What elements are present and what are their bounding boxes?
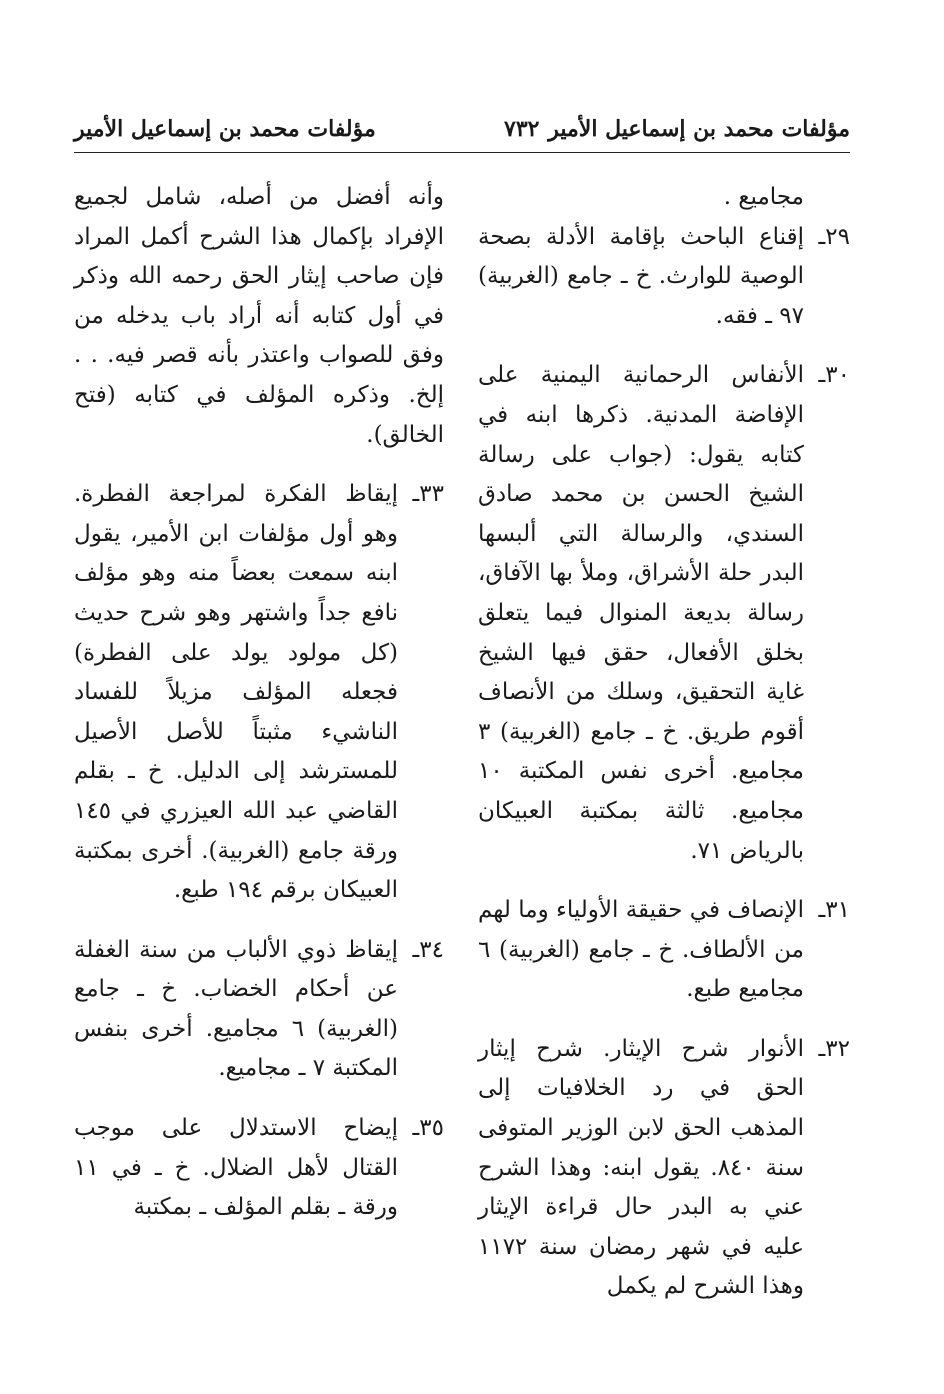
entry-number: ٣٣ـ	[412, 481, 444, 508]
header-title-right: مؤلفات محمد بن إسماعيل الأمير	[548, 116, 850, 142]
entry-text: إيقاظ الفكرة لمراجعة الفطرة. وهو أول مؤلفات ابن الأمير، يقول ابنه سمعت بعضاً منه وهو مؤلف نافع جداً واشتهر وهو شرح حديث (كل مولود يولد على الفطرة) فجعله المؤلف مزيلاً للفساد الناشيء مثبتاً للأصل الأصيل للمسترشد إلى الدليل. خ ـ بقلم القاضي عبد الله العيزري في ١٤٥ ورقة جامع (الغربية). أخرى بمكتبة العبيكان برقم ١٩٤ طبع.	[74, 481, 398, 904]
entry-number: ٣١ـ	[818, 897, 850, 924]
entry-text: إيقاظ ذوي الألباب من سنة الغفلة عن أحكام الخضاب. خ ـ جامع (الغربية) ٦ مجاميع. أخرى بنفس المكتبة ٧ ـ مجاميع.	[74, 936, 398, 1082]
entry-number: ٣٥ـ	[412, 1115, 444, 1142]
entry-number: ٣٤ـ	[412, 936, 444, 963]
entry-31	[478, 891, 850, 1010]
entry-29	[478, 218, 850, 337]
continuation-text: وأنه أفضل من أصله، شامل لجميع الإفراد بإكمال هذا الشرح أكمل المراد فإن صاحب إيثار الحق رحمه الله وذكر في أول كتابه أنه أراد باب يدخله من وفق للصواب واعتذر بأنه قصر فيه. . . إلخ. وذكره المؤلف في كتابه (فتح الخالق).	[74, 184, 444, 448]
header-title-left: مؤلفات محمد بن إسماعيل الأمير	[74, 116, 376, 142]
entry-32	[478, 1030, 850, 1307]
entry-number: ٢٩ـ	[818, 223, 850, 250]
header-rule	[74, 152, 850, 153]
entry-number: ٣٠ـ	[818, 362, 850, 389]
right-column	[478, 178, 850, 1327]
entry-text: إيضاح الاستدلال على موجب القتال لأهل الضلال. خ ـ في ١١ ورقة ـ بقلم المؤلف ـ بمكتبة	[74, 1115, 398, 1221]
entry-34	[74, 931, 444, 1089]
entry-33	[74, 475, 444, 911]
entry-text: الأنوار شرح الإيثار. شرح إيثار الحق في رد الخلافيات إلى المذهب الحق لابن الوزير المتوفى سنة ٨٤٠. يقول ابنه: وهذا الشرح عني به البدر حال قراءة الإيثار عليه في شهر رمضان سنة ١١٧٢ وهذا الشرح لم يكمل	[478, 1035, 804, 1300]
entry-30	[478, 356, 850, 871]
entry-number: ٣٢ـ	[818, 1035, 850, 1062]
entry-35	[74, 1109, 444, 1228]
entry-text: الأنفاس الرحمانية اليمنية على الإفاضة المدنية. ذكرها ابنه في كتابه يقول: (جواب على رسالة الشيخ الحسن بن محمد صادق السندي، والرسالة التي ألبسها البدر حلة الأشراق، وملأ بها الآفاق، رسالة بديعة المنوال فيما يتعلق بخلق الأفعال، حقق فيها الشيخ غاية التحقيق، وسلك من الأنصاف أقوم طريق. خ ـ جامع (الغربية) ٣ مجاميع. أخرى نفس المكتبة ١٠ مجاميع. ثالثة بمكتبة العبيكان بالرياض ٧١.	[478, 362, 804, 864]
page-number: ٧٣٢	[504, 116, 540, 142]
running-header	[74, 112, 850, 152]
continuation-text: مجاميع .	[723, 184, 804, 210]
left-column	[74, 178, 444, 1248]
entry-text: إقناع الباحث بإقامة الأدلة بصحة الوصية للوارث. خ ـ جامع (الغربية) ٩٧ ـ فقه.	[478, 223, 804, 329]
entry-text: الإنصاف في حقيقة الأولياء وما لهم من الألطاف. خ ـ جامع (الغربية) ٦ مجاميع طبع.	[478, 897, 804, 1003]
